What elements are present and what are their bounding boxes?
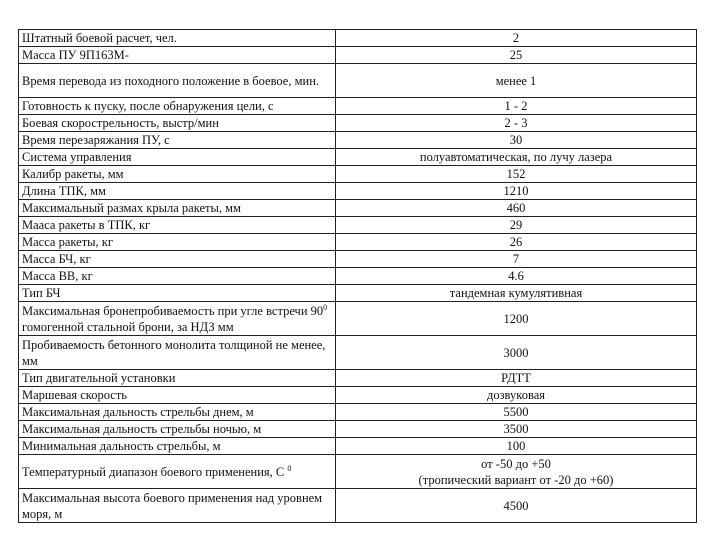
value-cell: тандемная кумулятивная xyxy=(336,285,697,302)
value-cell: 100 xyxy=(336,438,697,455)
table-row xyxy=(19,404,697,421)
degree-superscript: 0 xyxy=(287,463,292,473)
value-cell: 30 xyxy=(336,132,697,149)
table-row xyxy=(19,302,697,336)
parameter-text: Максимальная бронепробиваемость при угле встречи 90 xyxy=(22,303,324,318)
table-row xyxy=(19,64,697,98)
parameter-text: гомогенной стальной брони, за НДЗ мм xyxy=(22,319,234,334)
value-cell: полуавтоматическая, по лучу лазера xyxy=(336,149,697,166)
table-row xyxy=(19,183,697,200)
parameter-cell: Мааса ракеты в ТПК, кг xyxy=(19,217,336,234)
parameter-cell: Масса ракеты, кг xyxy=(19,234,336,251)
value-cell: 1210 xyxy=(336,183,697,200)
value-cell: дозвуковая xyxy=(336,387,697,404)
value-line: от -50 до +50 xyxy=(481,456,551,471)
specifications-table xyxy=(18,29,697,523)
parameter-cell: Штатный боевой расчет, чел. xyxy=(19,30,336,47)
parameter-cell: Тип БЧ xyxy=(19,285,336,302)
table-row xyxy=(19,387,697,404)
table-row xyxy=(19,234,697,251)
value-cell: 3000 xyxy=(336,336,697,370)
table-row xyxy=(19,98,697,115)
parameter-cell xyxy=(19,455,336,489)
value-cell: 2 - 3 xyxy=(336,115,697,132)
value-cell: 25 xyxy=(336,47,697,64)
value-cell: 2 xyxy=(336,30,697,47)
parameter-cell: Масса ПУ 9П163М- xyxy=(19,47,336,64)
degree-superscript: 0 xyxy=(323,302,328,312)
value-cell: 29 xyxy=(336,217,697,234)
value-cell: менее 1 xyxy=(336,64,697,98)
table-row xyxy=(19,115,697,132)
value-cell: 3500 xyxy=(336,421,697,438)
value-cell: 460 xyxy=(336,200,697,217)
table-row xyxy=(19,370,697,387)
value-cell: 7 xyxy=(336,251,697,268)
parameter-cell: Калибр ракеты, мм xyxy=(19,166,336,183)
table-row xyxy=(19,149,697,166)
table-row xyxy=(19,489,697,523)
table-row xyxy=(19,421,697,438)
parameter-cell: Система управления xyxy=(19,149,336,166)
parameter-cell: Минимальная дальность стрельбы, м xyxy=(19,438,336,455)
parameter-cell: Максимальная высота боевого применения над уровнем моря, м xyxy=(19,489,336,523)
table-row xyxy=(19,455,697,489)
parameter-cell: Масса БЧ, кг xyxy=(19,251,336,268)
parameter-cell: Время перевода из походного положение в боевое, мин. xyxy=(19,64,336,98)
value-cell: 5500 xyxy=(336,404,697,421)
table-row xyxy=(19,285,697,302)
table-row xyxy=(19,251,697,268)
value-cell: 1200 xyxy=(336,302,697,336)
table-row xyxy=(19,166,697,183)
parameter-cell: Боевая скорострельность, выстр/мин xyxy=(19,115,336,132)
table-row xyxy=(19,132,697,149)
value-cell: 4.6 xyxy=(336,268,697,285)
parameter-cell: Тип двигательной установки xyxy=(19,370,336,387)
table-row xyxy=(19,217,697,234)
parameter-cell xyxy=(19,302,336,336)
value-line: (тропический вариант от -20 до +60) xyxy=(418,472,614,487)
table-row xyxy=(19,200,697,217)
parameter-cell: Максимальный размах крыла ракеты, мм xyxy=(19,200,336,217)
parameter-cell: Максимальная дальность стрельбы днем, м xyxy=(19,404,336,421)
value-cell: 26 xyxy=(336,234,697,251)
value-cell: 4500 xyxy=(336,489,697,523)
table-row xyxy=(19,30,697,47)
parameter-cell: Время перезаряжания ПУ, с xyxy=(19,132,336,149)
parameter-cell: Масса ВВ, кг xyxy=(19,268,336,285)
parameter-cell: Длина ТПК, мм xyxy=(19,183,336,200)
parameter-cell: Пробиваемость бетонного монолита толщиной не менее, мм xyxy=(19,336,336,370)
value-cell: 1 - 2 xyxy=(336,98,697,115)
parameter-cell: Максимальная дальность стрельбы ночью, м xyxy=(19,421,336,438)
value-cell: 152 xyxy=(336,166,697,183)
parameter-cell: Маршевая скорость xyxy=(19,387,336,404)
table-row xyxy=(19,438,697,455)
value-cell: РДТТ xyxy=(336,370,697,387)
table-row xyxy=(19,336,697,370)
table-row xyxy=(19,268,697,285)
parameter-cell: Готовность к пуску, после обнаружения цели, с xyxy=(19,98,336,115)
table-row xyxy=(19,47,697,64)
parameter-text: Температурный диапазон боевого применения, С xyxy=(22,464,288,479)
value-cell xyxy=(336,455,697,489)
